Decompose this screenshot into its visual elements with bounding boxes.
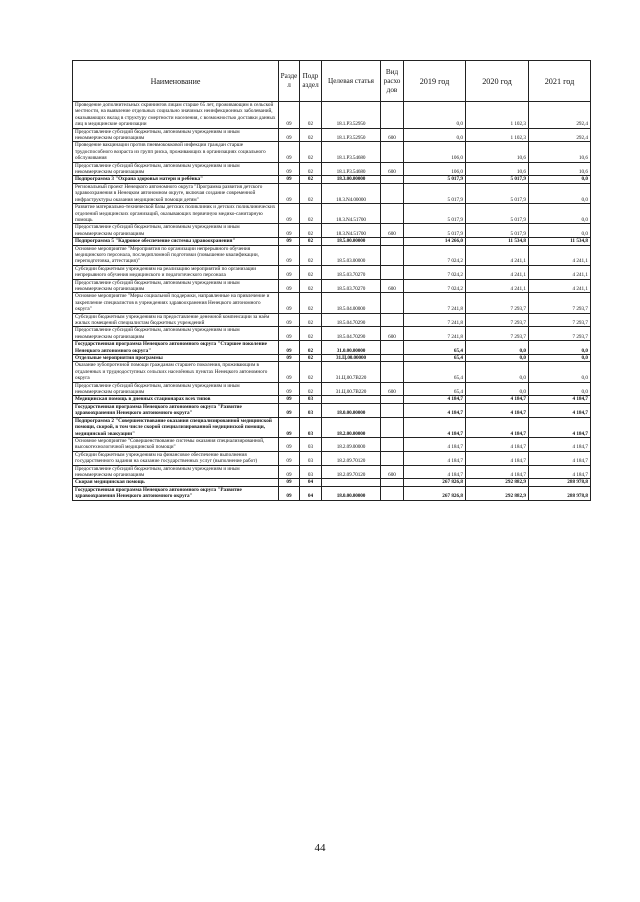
row-subsection-cell: 02 <box>300 245 322 265</box>
row-2019-cell: 4 184,7 <box>404 451 466 465</box>
row-2020-cell: 4 241,1 <box>466 245 529 265</box>
row-article-cell: 18.5.03.00000 <box>322 245 381 265</box>
row-section-cell: 09 <box>279 437 300 451</box>
header-name: Наименование <box>73 61 279 102</box>
row-section-cell: 09 <box>279 465 300 479</box>
row-expense-type-cell: 600 <box>381 162 404 176</box>
row-2021-cell: 4 184,7 <box>529 437 591 451</box>
row-2020-cell: 5 017,9 <box>466 183 529 203</box>
row-2021-cell: 4 184,7 <box>529 451 591 465</box>
row-2020-cell: 0,0 <box>466 355 529 362</box>
row-article-cell <box>322 396 381 403</box>
row-2021-cell: 7 293,7 <box>529 327 591 341</box>
row-name-cell: Проведение дополнительных скринингов лицам старше 65 лет, проживающим в сельской местности, на выявление отдельных социально значимых неинфекционных заболеваний, оказывающих вклад в структуру смертности населения, с возможностью доставки данных лиц в медицинские организации <box>73 102 279 129</box>
row-section-cell: 09 <box>279 102 300 129</box>
row-name-cell: Основное мероприятие "Мероприятия по организации непрерывного обучения медицинского персонала, последипломной подготовки (повышение квалификации, переподготовка, аттестация)" <box>73 245 279 265</box>
row-subsection-cell: 02 <box>300 204 322 224</box>
row-section-cell: 09 <box>279 327 300 341</box>
table-row <box>73 176 591 183</box>
table-row <box>73 204 591 224</box>
row-subsection-cell: 02 <box>300 362 322 382</box>
row-subsection-cell: 02 <box>300 238 322 245</box>
row-expense-type-cell: 600 <box>381 224 404 238</box>
row-2021-cell: 0,0 <box>529 176 591 183</box>
table-row <box>73 279 591 293</box>
header-year-2020: 2020 год <box>466 61 529 102</box>
row-subsection-cell: 02 <box>300 162 322 176</box>
row-article-cell: 31.Ц.00.7В220 <box>322 362 381 382</box>
row-section-cell: 09 <box>279 293 300 313</box>
row-section-cell: 09 <box>279 403 300 417</box>
row-name-cell: Региональный проект Ненецкого автономного округа "Программа развития детского здравоохранения в Ненецком автономном округе, включая создание современной инфраструктуры оказания медицинской помощи детям" <box>73 183 279 203</box>
header-subsection: Подр аздел <box>300 61 322 102</box>
table-row <box>73 142 591 162</box>
row-2020-cell: 10,6 <box>466 162 529 176</box>
row-name-cell: Отдельные мероприятия программы <box>73 355 279 362</box>
row-article-cell: 18.5.04.70290 <box>322 313 381 327</box>
row-2021-cell: 11 534,8 <box>529 238 591 245</box>
row-2020-cell: 1 102,3 <box>466 128 529 142</box>
row-expense-type-cell <box>381 403 404 417</box>
table-row <box>73 355 591 362</box>
row-2019-cell: 4 184,7 <box>404 437 466 451</box>
row-2021-cell: 4 184,7 <box>529 417 591 437</box>
row-2020-cell: 4 184,7 <box>466 451 529 465</box>
row-2019-cell: 5 017,9 <box>404 176 466 183</box>
row-2019-cell: 0,0 <box>404 102 466 129</box>
row-expense-type-cell: 600 <box>381 327 404 341</box>
table-row <box>73 183 591 203</box>
row-subsection-cell: 03 <box>300 465 322 479</box>
row-2019-cell: 14 266,0 <box>404 238 466 245</box>
row-2021-cell: 0,0 <box>529 183 591 203</box>
row-article-cell: 18.0.00.00000 <box>322 403 381 417</box>
row-name-cell: Субсидии бюджетным учреждениям на предоставление денежной компенсации за наём жилых помещений специалистам бюджетных учреждений <box>73 313 279 327</box>
row-2021-cell: 4 241,1 <box>529 245 591 265</box>
row-2019-cell: 7 024,2 <box>404 265 466 279</box>
row-2021-cell: 4 184,7 <box>529 403 591 417</box>
row-2020-cell: 292 882,9 <box>466 479 529 486</box>
row-section-cell: 09 <box>279 224 300 238</box>
row-subsection-cell: 02 <box>300 327 322 341</box>
row-subsection-cell: 03 <box>300 396 322 403</box>
table-row <box>73 465 591 479</box>
budget-table <box>72 60 591 501</box>
row-expense-type-cell: 600 <box>381 128 404 142</box>
row-article-cell: 18.1.P3.54680 <box>322 162 381 176</box>
row-expense-type-cell <box>381 102 404 129</box>
row-name-cell: Государственная программа Ненецкого автономного округа "Старшее поколение Ненецкого автономного округа" <box>73 341 279 355</box>
row-name-cell: Подпрограмма 3 "Охрана здоровья матери и ребёнка" <box>73 176 279 183</box>
row-name-cell: Государственная программа Ненецкого автономного округа "Развитие здравоохранения Ненецкого автономного округа" <box>73 486 279 500</box>
table-row <box>73 224 591 238</box>
row-2019-cell: 5 017,9 <box>404 204 466 224</box>
table-row <box>73 403 591 417</box>
row-2019-cell: 5 017,9 <box>404 224 466 238</box>
row-2019-cell: 106,0 <box>404 142 466 162</box>
row-subsection-cell: 03 <box>300 437 322 451</box>
row-2019-cell: 267 826,8 <box>404 486 466 500</box>
row-expense-type-cell <box>381 245 404 265</box>
row-name-cell: Предоставление субсидий бюджетным, автономным учреждениям и иным некоммерческим организациям <box>73 128 279 142</box>
row-subsection-cell: 03 <box>300 451 322 465</box>
row-article-cell: 18.3.N4.51700 <box>322 204 381 224</box>
row-expense-type-cell <box>381 396 404 403</box>
row-2020-cell: 5 017,9 <box>466 176 529 183</box>
row-2020-cell: 10,6 <box>466 142 529 162</box>
table-row <box>73 327 591 341</box>
row-article-cell <box>322 479 381 486</box>
row-name-cell: Предоставление субсидий бюджетным, автономным учреждениям и иным некоммерческим организациям <box>73 279 279 293</box>
row-2019-cell: 65,4 <box>404 341 466 355</box>
row-2020-cell: 0,0 <box>466 341 529 355</box>
row-article-cell: 18.1.P3.54680 <box>322 142 381 162</box>
row-expense-type-cell <box>381 486 404 500</box>
row-article-cell: 18.5.03.70270 <box>322 279 381 293</box>
row-subsection-cell: 02 <box>300 176 322 183</box>
table-row <box>73 341 591 355</box>
row-section-cell: 09 <box>279 238 300 245</box>
row-2020-cell: 4 184,7 <box>466 465 529 479</box>
row-expense-type-cell <box>381 313 404 327</box>
table-row <box>73 102 591 129</box>
row-2021-cell: 0,0 <box>529 224 591 238</box>
row-subsection-cell: 02 <box>300 313 322 327</box>
row-2021-cell: 4 184,7 <box>529 465 591 479</box>
table-row <box>73 238 591 245</box>
row-article-cell: 18.3.00.00000 <box>322 176 381 183</box>
row-2020-cell: 4 241,1 <box>466 265 529 279</box>
row-name-cell: Субсидии бюджетным учреждениям на финансовое обеспечение выполнения государственного задания на оказание государственных услуг (выполнение работ) <box>73 451 279 465</box>
table-row <box>73 162 591 176</box>
row-section-cell: 09 <box>279 382 300 396</box>
row-article-cell: 18.2.09.70120 <box>322 465 381 479</box>
row-section-cell: 09 <box>279 204 300 224</box>
row-section-cell: 09 <box>279 176 300 183</box>
row-2021-cell: 288 978,8 <box>529 486 591 500</box>
row-2021-cell: 0,0 <box>529 204 591 224</box>
row-section-cell: 09 <box>279 142 300 162</box>
row-section-cell: 09 <box>279 486 300 500</box>
row-2021-cell: 10,6 <box>529 142 591 162</box>
row-subsection-cell: 02 <box>300 128 322 142</box>
row-2021-cell: 0,0 <box>529 341 591 355</box>
row-subsection-cell: 03 <box>300 403 322 417</box>
row-subsection-cell: 03 <box>300 417 322 437</box>
row-article-cell: 18.2.09.70120 <box>322 451 381 465</box>
row-expense-type-cell <box>381 204 404 224</box>
row-expense-type-cell: 600 <box>381 279 404 293</box>
row-section-cell: 09 <box>279 417 300 437</box>
row-2021-cell: 0,0 <box>529 355 591 362</box>
row-2021-cell: 7 293,7 <box>529 293 591 313</box>
row-article-cell: 31.0.00.00000 <box>322 341 381 355</box>
row-article-cell: 18.5.00.00000 <box>322 238 381 245</box>
row-name-cell: Подпрограмма 5 "Кадровое обеспечение системы здравоохранения" <box>73 238 279 245</box>
table-row <box>73 362 591 382</box>
row-section-cell: 09 <box>279 265 300 279</box>
row-subsection-cell: 02 <box>300 224 322 238</box>
row-subsection-cell: 02 <box>300 142 322 162</box>
row-article-cell: 18.3.N4.00000 <box>322 183 381 203</box>
table-row <box>73 265 591 279</box>
row-2020-cell: 4 184,7 <box>466 403 529 417</box>
table-row <box>73 417 591 437</box>
table-row <box>73 128 591 142</box>
row-article-cell: 18.2.00.00000 <box>322 417 381 437</box>
row-expense-type-cell <box>381 176 404 183</box>
row-name-cell: Предоставление субсидий бюджетным, автономным учреждениям и иным некоммерческим организациям <box>73 327 279 341</box>
row-2019-cell: 0,0 <box>404 128 466 142</box>
row-2019-cell: 65,4 <box>404 382 466 396</box>
row-section-cell: 09 <box>279 479 300 486</box>
row-2021-cell: 4 241,1 <box>529 265 591 279</box>
table-row <box>73 437 591 451</box>
row-2020-cell: 7 293,7 <box>466 327 529 341</box>
row-expense-type-cell: 600 <box>381 465 404 479</box>
budget-table-wrapper <box>72 60 590 501</box>
row-expense-type-cell <box>381 183 404 203</box>
row-expense-type-cell <box>381 355 404 362</box>
row-2020-cell: 292 882,9 <box>466 486 529 500</box>
row-article-cell: 18.2.09.00000 <box>322 437 381 451</box>
row-expense-type-cell <box>381 341 404 355</box>
row-subsection-cell: 02 <box>300 355 322 362</box>
row-name-cell: Скорая медицинская помощь <box>73 479 279 486</box>
row-name-cell: Предоставление субсидий бюджетным, автономным учреждениям и иным некоммерческим организациям <box>73 465 279 479</box>
row-2021-cell: 0,0 <box>529 382 591 396</box>
row-article-cell: 18.5.04.70290 <box>322 327 381 341</box>
row-article-cell: 18.1.P3.52950 <box>322 102 381 129</box>
row-2019-cell: 267 826,8 <box>404 479 466 486</box>
row-2019-cell: 7 241,8 <box>404 313 466 327</box>
table-body <box>73 102 591 501</box>
header-year-2019: 2019 год <box>404 61 466 102</box>
row-name-cell: Субсидии бюджетным учреждениям на реализацию мероприятий по организации непрерывного обучения медицинского и педагогического персонала <box>73 265 279 279</box>
row-name-cell: Предоставление субсидий бюджетным, автономным учреждениям и иным некоммерческим организациям <box>73 382 279 396</box>
row-2019-cell: 7 241,8 <box>404 293 466 313</box>
row-name-cell: Развитие материально-технической базы детских поликлиник и детских поликлинических отделений медицинских организаций, оказывающих первичную медико-санитарную помощь <box>73 204 279 224</box>
row-section-cell: 09 <box>279 451 300 465</box>
header-target-article: Целевая статья <box>322 61 381 102</box>
row-2021-cell: 4 184,7 <box>529 396 591 403</box>
row-section-cell: 09 <box>279 245 300 265</box>
row-2019-cell: 106,0 <box>404 162 466 176</box>
table-row <box>73 313 591 327</box>
row-section-cell: 09 <box>279 396 300 403</box>
row-expense-type-cell <box>381 479 404 486</box>
row-expense-type-cell <box>381 437 404 451</box>
row-name-cell: Проведение вакцинации против пневмококковой инфекции граждан старше трудоспособного возраста из групп риска, проживающих в организациях социального обслуживания <box>73 142 279 162</box>
row-2020-cell: 7 293,7 <box>466 293 529 313</box>
row-subsection-cell: 04 <box>300 486 322 500</box>
row-2021-cell: 10,6 <box>529 162 591 176</box>
row-article-cell: 31.Ц.00.00000 <box>322 355 381 362</box>
row-2019-cell: 7 241,8 <box>404 327 466 341</box>
row-expense-type-cell <box>381 362 404 382</box>
row-2020-cell: 4 184,7 <box>466 396 529 403</box>
row-section-cell: 09 <box>279 313 300 327</box>
row-subsection-cell: 02 <box>300 341 322 355</box>
table-row <box>73 382 591 396</box>
row-article-cell: 31.Ц.00.7В220 <box>322 382 381 396</box>
row-section-cell: 09 <box>279 355 300 362</box>
row-2019-cell: 7 024,2 <box>404 245 466 265</box>
row-2019-cell: 65,4 <box>404 362 466 382</box>
row-article-cell: 18.0.00.00000 <box>322 486 381 500</box>
row-2020-cell: 5 017,9 <box>466 204 529 224</box>
row-name-cell: Основное мероприятие "Меры социальной поддержки, направленные на привлечение и закрепление специалистов в учреждениях здравоохранения Ненецкого автономного округа" <box>73 293 279 313</box>
row-expense-type-cell <box>381 265 404 279</box>
row-2021-cell: 292,4 <box>529 102 591 129</box>
row-article-cell: 18.5.03.70270 <box>322 265 381 279</box>
row-subsection-cell: 02 <box>300 265 322 279</box>
page-number: 44 <box>314 842 326 854</box>
header-expense-type: Вид расхо дов <box>381 61 404 102</box>
table-row <box>73 245 591 265</box>
row-2019-cell: 4 184,7 <box>404 465 466 479</box>
row-name-cell: Предоставление субсидий бюджетным, автономным учреждениям и иным некоммерческим организациям <box>73 162 279 176</box>
row-name-cell: Государственная программа Ненецкого автономного округа "Развитие здравоохранения Ненецкого автономного округа" <box>73 403 279 417</box>
row-subsection-cell: 02 <box>300 382 322 396</box>
row-section-cell: 09 <box>279 183 300 203</box>
row-section-cell: 09 <box>279 279 300 293</box>
row-2021-cell: 7 293,7 <box>529 313 591 327</box>
row-name-cell: Предоставление субсидий бюджетным, автономным учреждениям и иным некоммерческим организациям <box>73 224 279 238</box>
row-2020-cell: 4 184,7 <box>466 437 529 451</box>
row-article-cell: 18.5.04.00000 <box>322 293 381 313</box>
row-2020-cell: 11 534,8 <box>466 238 529 245</box>
row-section-cell: 09 <box>279 128 300 142</box>
row-2019-cell: 5 017,9 <box>404 183 466 203</box>
table-row <box>73 396 591 403</box>
row-article-cell: 18.1.P3.52950 <box>322 128 381 142</box>
row-2019-cell: 65,4 <box>404 355 466 362</box>
row-2020-cell: 1 102,3 <box>466 102 529 129</box>
row-expense-type-cell: 600 <box>381 382 404 396</box>
row-section-cell: 09 <box>279 362 300 382</box>
table-header-row <box>73 61 591 102</box>
row-expense-type-cell <box>381 417 404 437</box>
row-2019-cell: 7 024,2 <box>404 279 466 293</box>
row-2019-cell: 4 184,7 <box>404 417 466 437</box>
row-2020-cell: 4 184,7 <box>466 417 529 437</box>
row-name-cell: Оказание зубопротезной помощи гражданам старшего поколения, проживающим в отдаленных и труднодоступных сельских населённых пунктах Ненецкого автономного округа <box>73 362 279 382</box>
header-section: Разде л <box>279 61 300 102</box>
row-2021-cell: 288 978,8 <box>529 479 591 486</box>
row-subsection-cell: 02 <box>300 102 322 129</box>
row-expense-type-cell <box>381 142 404 162</box>
row-expense-type-cell <box>381 451 404 465</box>
row-subsection-cell: 04 <box>300 479 322 486</box>
table-row <box>73 293 591 313</box>
row-2020-cell: 0,0 <box>466 362 529 382</box>
table-row <box>73 479 591 486</box>
row-2021-cell: 4 241,1 <box>529 279 591 293</box>
row-name-cell: Основное мероприятие "Совершенствование системы оказания специализированной, высокотехнологичной медицинской помощи" <box>73 437 279 451</box>
table-row <box>73 486 591 500</box>
row-article-cell: 18.3.N4.51700 <box>322 224 381 238</box>
row-2021-cell: 0,0 <box>529 362 591 382</box>
row-subsection-cell: 02 <box>300 293 322 313</box>
header-year-2021: 2021 год <box>529 61 591 102</box>
row-expense-type-cell <box>381 238 404 245</box>
row-subsection-cell: 02 <box>300 279 322 293</box>
row-name-cell: Медицинская помощь в дневных стационарах всех типов <box>73 396 279 403</box>
row-name-cell: Подпрограмма 2 "Совершенствование оказания специализированной медицинской помощи, скорой, в том числе скорой специализированной медицинской помощи, медицинской эвакуации" <box>73 417 279 437</box>
row-2020-cell: 4 241,1 <box>466 279 529 293</box>
row-2019-cell: 4 184,7 <box>404 403 466 417</box>
row-section-cell: 09 <box>279 162 300 176</box>
row-2020-cell: 5 017,9 <box>466 224 529 238</box>
row-section-cell: 09 <box>279 341 300 355</box>
table-row <box>73 451 591 465</box>
row-2020-cell: 0,0 <box>466 382 529 396</box>
row-2019-cell: 4 184,7 <box>404 396 466 403</box>
row-2020-cell: 7 293,7 <box>466 313 529 327</box>
row-subsection-cell: 02 <box>300 183 322 203</box>
row-expense-type-cell <box>381 293 404 313</box>
row-2021-cell: 292,4 <box>529 128 591 142</box>
